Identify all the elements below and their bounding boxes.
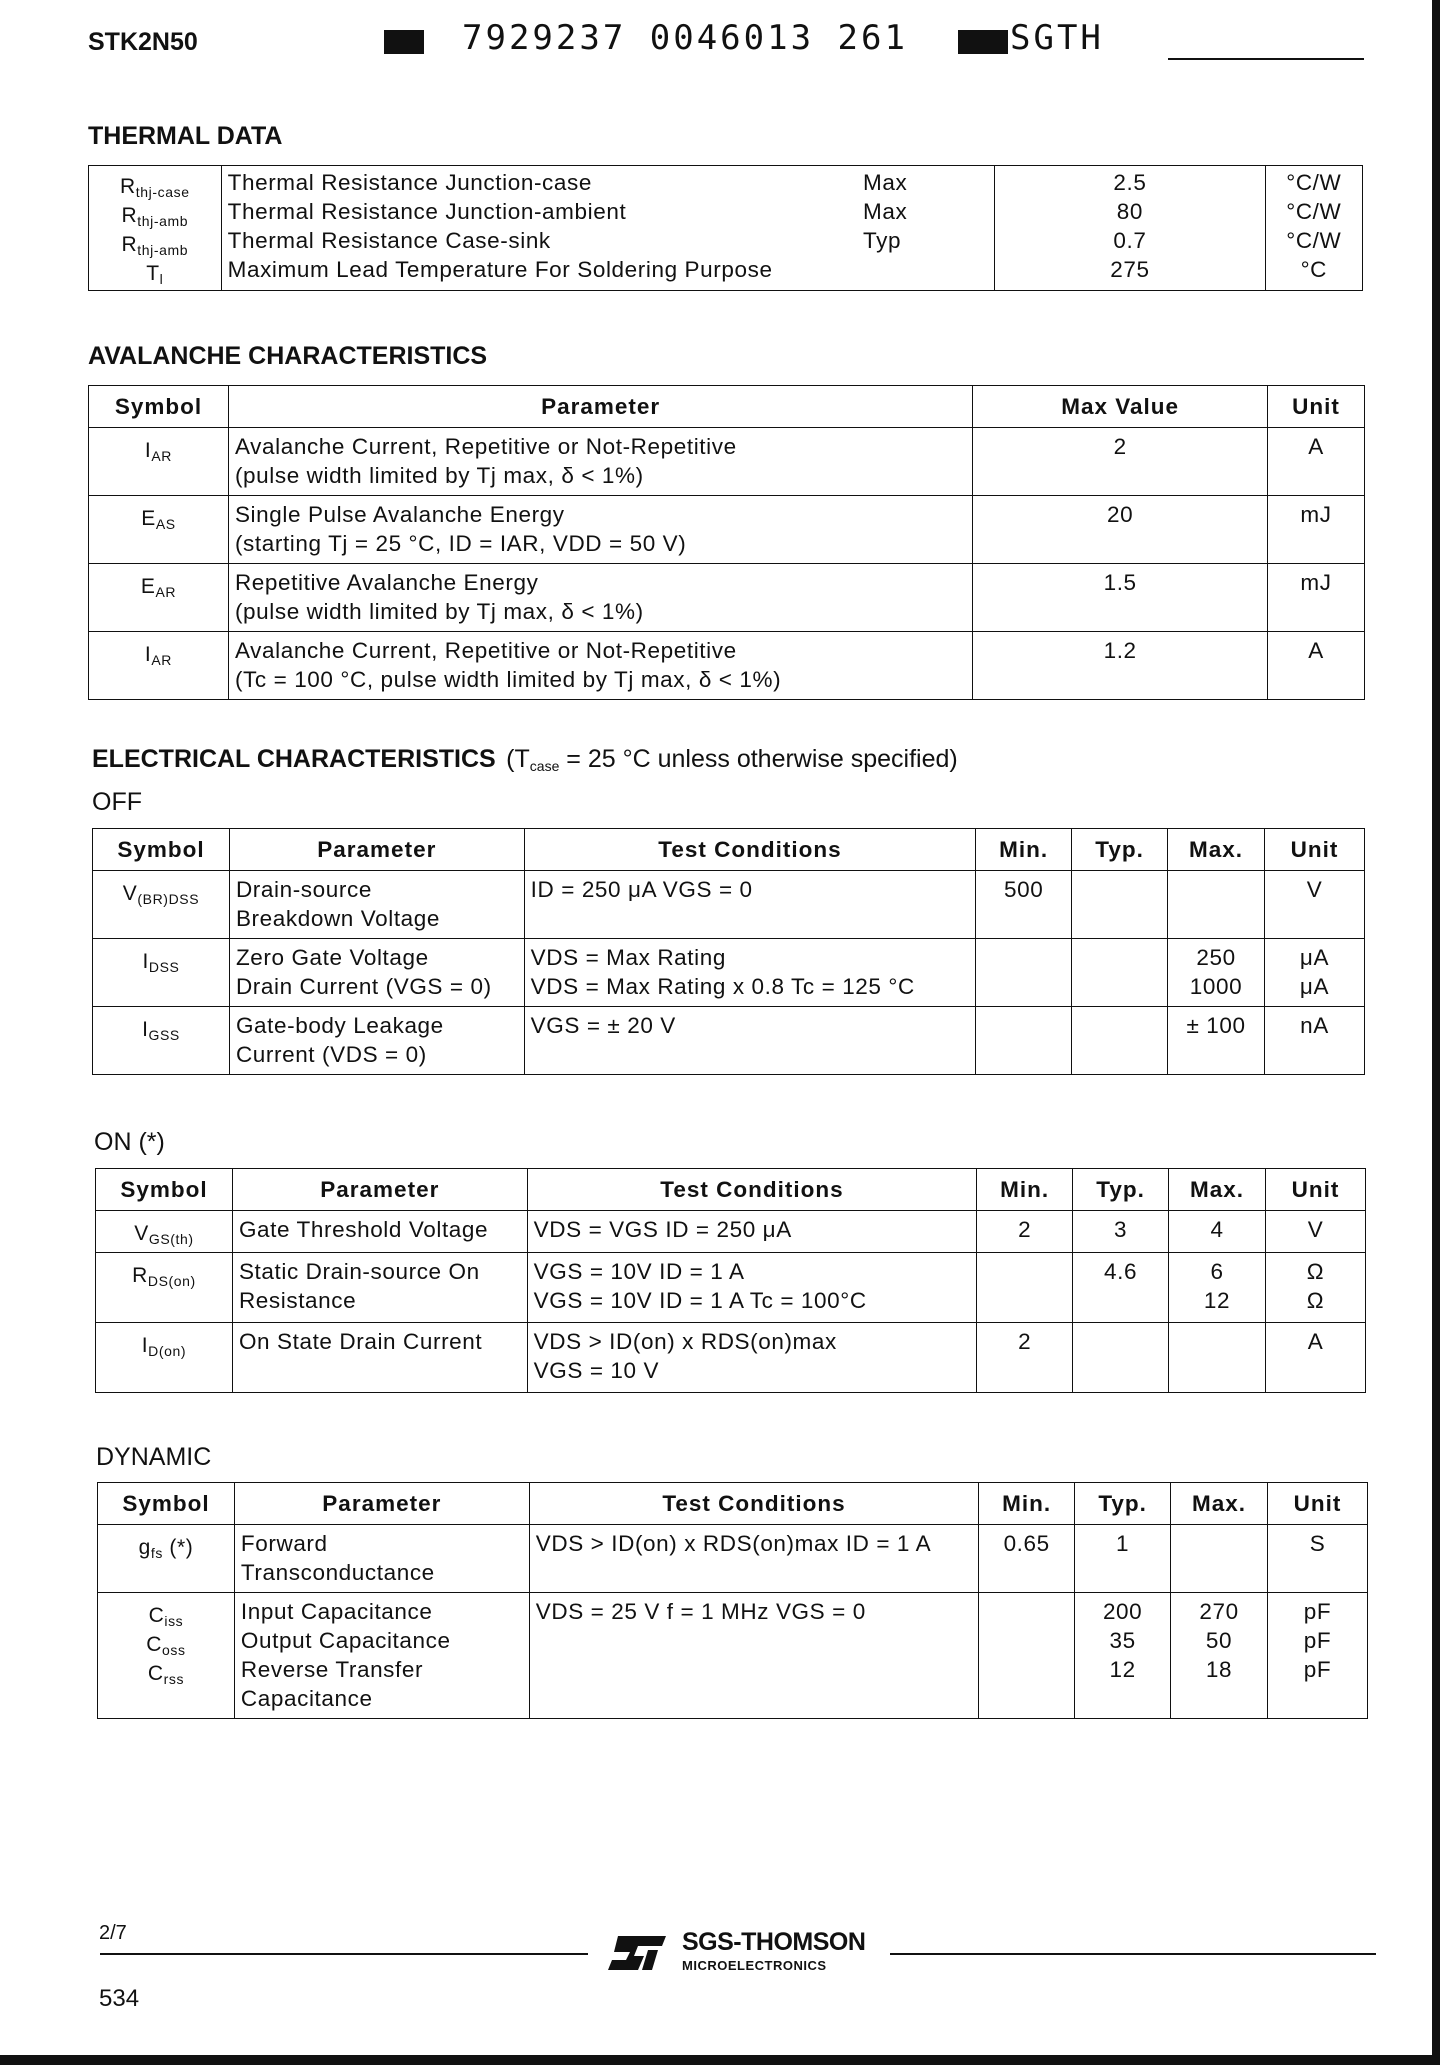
col-min: Min. xyxy=(976,829,1072,871)
table-row: $V_{GS(th)}$ Gate Threshold Voltage VDS = VGS ID = 250 μA 2 3 4 V xyxy=(96,1211,1366,1253)
col-typ: Typ. xyxy=(1072,829,1168,871)
footer-rule-left xyxy=(100,1953,588,1955)
st-logo-icon xyxy=(604,1932,674,1972)
col-min: Min. xyxy=(977,1169,1073,1211)
col-max: Max. xyxy=(1168,829,1265,871)
document-number: 534 xyxy=(99,1985,140,2012)
col-max: Max. xyxy=(1169,1169,1266,1211)
col-typ: Typ. xyxy=(1075,1483,1171,1525)
col-symbol: Symbol xyxy=(98,1483,235,1525)
company-logo-text: SGS-THOMSON xyxy=(682,1928,866,1956)
col-typ: Typ. xyxy=(1073,1169,1169,1211)
col-symbol: Symbol xyxy=(93,829,230,871)
on-table xyxy=(95,1168,1366,1393)
on-title: ON (*) xyxy=(94,1128,165,1156)
part-number: STK2N50 xyxy=(88,28,198,56)
dynamic-table xyxy=(97,1482,1368,1719)
col-symbol: Symbol xyxy=(96,1169,233,1211)
electrical-title: ELECTRICAL CHARACTERISTICS ($T_{case} = 25$ °C unless otherwise specified) xyxy=(92,745,958,774)
table-row: $g_{fs}$ (*) Forward Transconductance VDS > ID(on) x RDS(on)max ID = 1 A 0.65 1 S xyxy=(98,1525,1368,1593)
thermal-units: °C/W °C/W °C/W °C xyxy=(1265,166,1362,291)
col-test-conditions: Test Conditions xyxy=(527,1169,977,1211)
col-max-value: Max Value xyxy=(973,386,1268,428)
thermal-qualifiers: Max Max Typ xyxy=(857,166,995,291)
thermal-params: Thermal Resistance Junction-case Thermal Resistance Junction-ambient Thermal Resistance Case-sink Maximum Lead Temperature For Soldering Purpose xyxy=(221,166,857,291)
col-unit: Unit xyxy=(1268,1483,1368,1525)
thermal-symbols: $R_{thj-case}$ $R_{thj-amb}$ $R_{thj-amb}$ $T_l$ xyxy=(89,166,222,291)
table-row: $I_{GSS}$ Gate-body Leakage Current (VDS = 0) VGS = ± 20 V ± 100 nA xyxy=(93,1007,1365,1075)
col-unit: Unit xyxy=(1266,1169,1366,1211)
table-row: $I_{D(on)}$ On State Drain Current VDS > ID(on) x RDS(on)max VGS = 10 V 2 A xyxy=(96,1323,1366,1393)
thermal-title: THERMAL DATA xyxy=(88,122,283,150)
table-row: $I_{DSS}$ Zero Gate Voltage Drain Current (VGS = 0) VDS = Max Rating VDS = Max Rating x 0.8 Tc = 125 °C 250 1000 μA μA xyxy=(93,939,1365,1007)
col-parameter: Parameter xyxy=(234,1483,529,1525)
col-parameter: Parameter xyxy=(232,1169,527,1211)
dynamic-title: DYNAMIC xyxy=(96,1443,212,1471)
barcode-text: 7929237 0046013 261 xyxy=(462,18,908,58)
col-unit: Unit xyxy=(1268,386,1365,428)
col-max: Max. xyxy=(1171,1483,1268,1525)
col-symbol: Symbol xyxy=(89,386,229,428)
table-row: $E_{AR}$ Repetitive Avalanche Energy (pulse width limited by Tj max, δ < 1%) 1.5 mJ xyxy=(89,564,1365,632)
col-parameter: Parameter xyxy=(229,829,524,871)
off-title: OFF xyxy=(92,788,142,816)
table-row: $V_{(BR)DSS}$ Drain-source Breakdown Voltage ID = 250 μA VGS = 0 500 V xyxy=(93,871,1365,939)
scan-border-right xyxy=(1432,0,1440,2065)
footer-rule-right xyxy=(890,1953,1376,1955)
col-test-conditions: Test Conditions xyxy=(524,829,976,871)
col-min: Min. xyxy=(979,1483,1075,1525)
col-parameter: Parameter xyxy=(228,386,972,428)
barcode-suffix: SGTH xyxy=(1010,18,1104,58)
table-row: $C_{iss}$ $C_{oss}$ $C_{rss}$ Input Capacitance Output Capacitance Reverse Transfer Capacitance VDS = 25 V f = 1 MHz VGS = 0 200 35 12 270 50 18 pF pF pF xyxy=(98,1593,1368,1719)
barcode-block-left xyxy=(384,30,424,54)
table-row: $R_{DS(on)}$ Static Drain-source On Resistance VGS = 10V ID = 1 A VGS = 10V ID = 1 A Tc = 100°C 4.6 6 12 Ω Ω xyxy=(96,1253,1366,1323)
company-logo-subtext: MICROELECTRONICS xyxy=(682,1958,827,1973)
barcode-block-right xyxy=(958,30,1008,54)
header-rule xyxy=(1168,58,1364,60)
table-row: $I_{AR}$ Avalanche Current, Repetitive or Not-Repetitive (Tc = 100 °C, pulse width limited by Tj max, δ < 1%) 1.2 A xyxy=(89,632,1365,700)
avalanche-table xyxy=(88,385,1365,700)
thermal-table xyxy=(88,165,1363,291)
col-test-conditions: Test Conditions xyxy=(529,1483,978,1525)
scan-border-bottom xyxy=(0,2055,1440,2065)
table-row: $I_{AR}$ Avalanche Current, Repetitive or Not-Repetitive (pulse width limited by Tj max, δ < 1%) 2 A xyxy=(89,428,1365,496)
col-unit: Unit xyxy=(1265,829,1365,871)
off-table xyxy=(92,828,1365,1075)
page-indicator: 2/7 xyxy=(99,1922,127,1944)
table-row: $E_{AS}$ Single Pulse Avalanche Energy (starting Tj = 25 °C, ID = IAR, VDD = 50 V) 20 mJ xyxy=(89,496,1365,564)
avalanche-title: AVALANCHE CHARACTERISTICS xyxy=(88,342,488,370)
thermal-values: 2.5 80 0.7 275 xyxy=(995,166,1265,291)
